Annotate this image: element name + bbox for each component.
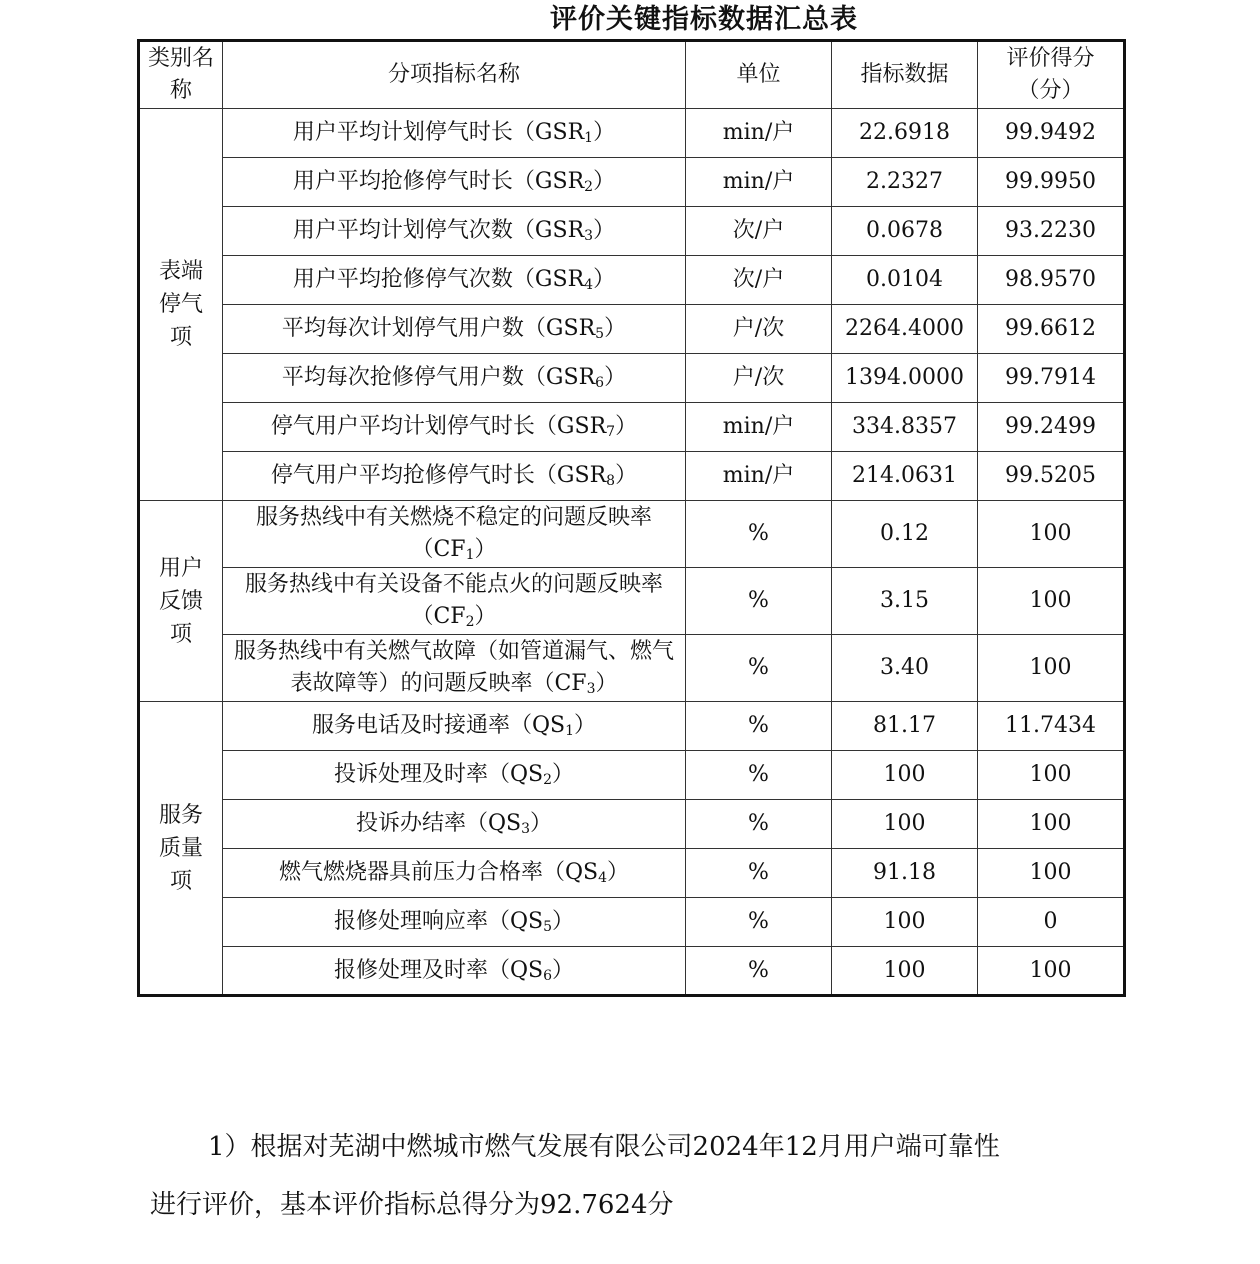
table-row xyxy=(139,849,1125,898)
indicator-value: 100 xyxy=(832,751,978,800)
table-row xyxy=(139,452,1125,501)
indicator-unit: % xyxy=(686,702,832,751)
indicator-name: 服务热线中有关燃烧不稳定的问题反映率$(CF_1)$ xyxy=(223,501,686,568)
indicator-name: 燃气燃烧器具前压力合格率$(QS_4)$ xyxy=(223,849,686,898)
indicator-value: 91.18 xyxy=(832,849,978,898)
indicator-value: 81.17 xyxy=(832,702,978,751)
indicator-score: 100 xyxy=(978,501,1125,568)
indicator-name: 报修处理响应率$(QS_5)$ xyxy=(223,898,686,947)
table-row xyxy=(139,109,1125,158)
indicator-unit: % xyxy=(686,898,832,947)
table-row xyxy=(139,800,1125,849)
table-header-row xyxy=(139,41,1125,109)
table-row xyxy=(139,403,1125,452)
indicator-name: 服务电话及时接通率$(QS_1)$ xyxy=(223,702,686,751)
table-row xyxy=(139,305,1125,354)
indicator-name: 投诉处理及时率$(QS_2)$ xyxy=(223,751,686,800)
table-row xyxy=(139,947,1125,996)
indicator-value: 100 xyxy=(832,800,978,849)
table-row xyxy=(139,635,1125,702)
header-unit: 单位 xyxy=(686,41,832,109)
indicator-value: 2.2327 xyxy=(832,158,978,207)
indicator-value: 334.8357 xyxy=(832,403,978,452)
summary-line-1: 1）根据对芜湖中燃城市燃气发展有限公司2024年12月用户端可靠性 xyxy=(208,1132,1000,1162)
indicator-name: 平均每次计划停气用户数$(GSR_5)$ xyxy=(223,305,686,354)
indicator-unit: % xyxy=(686,568,832,635)
table-row xyxy=(139,158,1125,207)
indicator-score: 0 xyxy=(978,898,1125,947)
indicator-value: 0.0104 xyxy=(832,256,978,305)
indicator-score: 99.2499 xyxy=(978,403,1125,452)
indicator-score: 100 xyxy=(978,751,1125,800)
indicator-score: 100 xyxy=(978,849,1125,898)
indicator-unit: 户/次 xyxy=(686,305,832,354)
indicator-value: 2264.4000 xyxy=(832,305,978,354)
indicator-score: 99.7914 xyxy=(978,354,1125,403)
indicator-summary-table xyxy=(137,39,1126,997)
indicator-score: 100 xyxy=(978,635,1125,702)
indicator-score: 99.9950 xyxy=(978,158,1125,207)
indicator-score: 98.9570 xyxy=(978,256,1125,305)
indicator-score: 99.6612 xyxy=(978,305,1125,354)
table-row xyxy=(139,702,1125,751)
indicator-value: 100 xyxy=(832,947,978,996)
indicator-value: 214.0631 xyxy=(832,452,978,501)
indicator-value: 1394.0000 xyxy=(832,354,978,403)
indicator-unit: % xyxy=(686,501,832,568)
summary-paragraph xyxy=(150,1118,1130,1234)
indicator-unit: min/户 xyxy=(686,109,832,158)
indicator-value: 100 xyxy=(832,898,978,947)
header-score: 评价得分（分） xyxy=(978,41,1125,109)
indicator-score: 100 xyxy=(978,568,1125,635)
table-row xyxy=(139,501,1125,568)
indicator-unit: 户/次 xyxy=(686,354,832,403)
table-row xyxy=(139,898,1125,947)
category-feedback: 用户反馈项 xyxy=(139,501,223,702)
indicator-name: 停气用户平均计划停气时长$(GSR_7)$ xyxy=(223,403,686,452)
indicator-score: 11.7434 xyxy=(978,702,1125,751)
indicator-unit: min/户 xyxy=(686,158,832,207)
table-row xyxy=(139,207,1125,256)
indicator-unit: 次/户 xyxy=(686,256,832,305)
indicator-value: 3.40 xyxy=(832,635,978,702)
table-title: 评价关键指标数据汇总表 xyxy=(550,4,858,35)
indicator-name: 停气用户平均抢修停气时长$(GSR_8)$ xyxy=(223,452,686,501)
indicator-name: 用户平均计划停气次数$(GSR_3)$ xyxy=(223,207,686,256)
header-category: 类别名称 xyxy=(139,41,223,109)
indicator-name: 用户平均抢修停气次数$(GSR_4)$ xyxy=(223,256,686,305)
indicator-value: 0.12 xyxy=(832,501,978,568)
indicator-name: 用户平均抢修停气时长$(GSR_2)$ xyxy=(223,158,686,207)
table-row xyxy=(139,354,1125,403)
indicator-unit: min/户 xyxy=(686,403,832,452)
indicator-score: 99.5205 xyxy=(978,452,1125,501)
indicator-value: 0.0678 xyxy=(832,207,978,256)
indicator-unit: % xyxy=(686,751,832,800)
table-row xyxy=(139,568,1125,635)
indicator-score: 93.2230 xyxy=(978,207,1125,256)
summary-line-2: 进行评价，基本评价指标总得分为92.7624分 xyxy=(150,1190,674,1220)
indicator-unit: % xyxy=(686,849,832,898)
indicator-value: 22.6918 xyxy=(832,109,978,158)
indicator-unit: % xyxy=(686,800,832,849)
indicator-name: 报修处理及时率$(QS_6)$ xyxy=(223,947,686,996)
indicator-value: 3.15 xyxy=(832,568,978,635)
indicator-name: 投诉办结率$(QS_3)$ xyxy=(223,800,686,849)
category-outage: 表端停气项 xyxy=(139,109,223,501)
indicator-unit: min/户 xyxy=(686,452,832,501)
header-indicator-name: 分项指标名称 xyxy=(223,41,686,109)
indicator-name: 用户平均计划停气时长$(GSR_1)$ xyxy=(223,109,686,158)
indicator-unit: % xyxy=(686,635,832,702)
table-row xyxy=(139,256,1125,305)
indicator-score: 100 xyxy=(978,800,1125,849)
indicator-score: 99.9492 xyxy=(978,109,1125,158)
indicator-name: 服务热线中有关设备不能点火的问题反映率$(CF_2)$ xyxy=(223,568,686,635)
category-service: 服务质量项 xyxy=(139,702,223,996)
indicator-unit: 次/户 xyxy=(686,207,832,256)
indicator-name: 服务热线中有关燃气故障（如管道漏气、燃气表故障等）的问题反映率$(CF_3)$ xyxy=(223,635,686,702)
header-indicator-data: 指标数据 xyxy=(832,41,978,109)
indicator-name: 平均每次抢修停气用户数$(GSR_6)$ xyxy=(223,354,686,403)
indicator-score: 100 xyxy=(978,947,1125,996)
indicator-unit: % xyxy=(686,947,832,996)
table-row xyxy=(139,751,1125,800)
